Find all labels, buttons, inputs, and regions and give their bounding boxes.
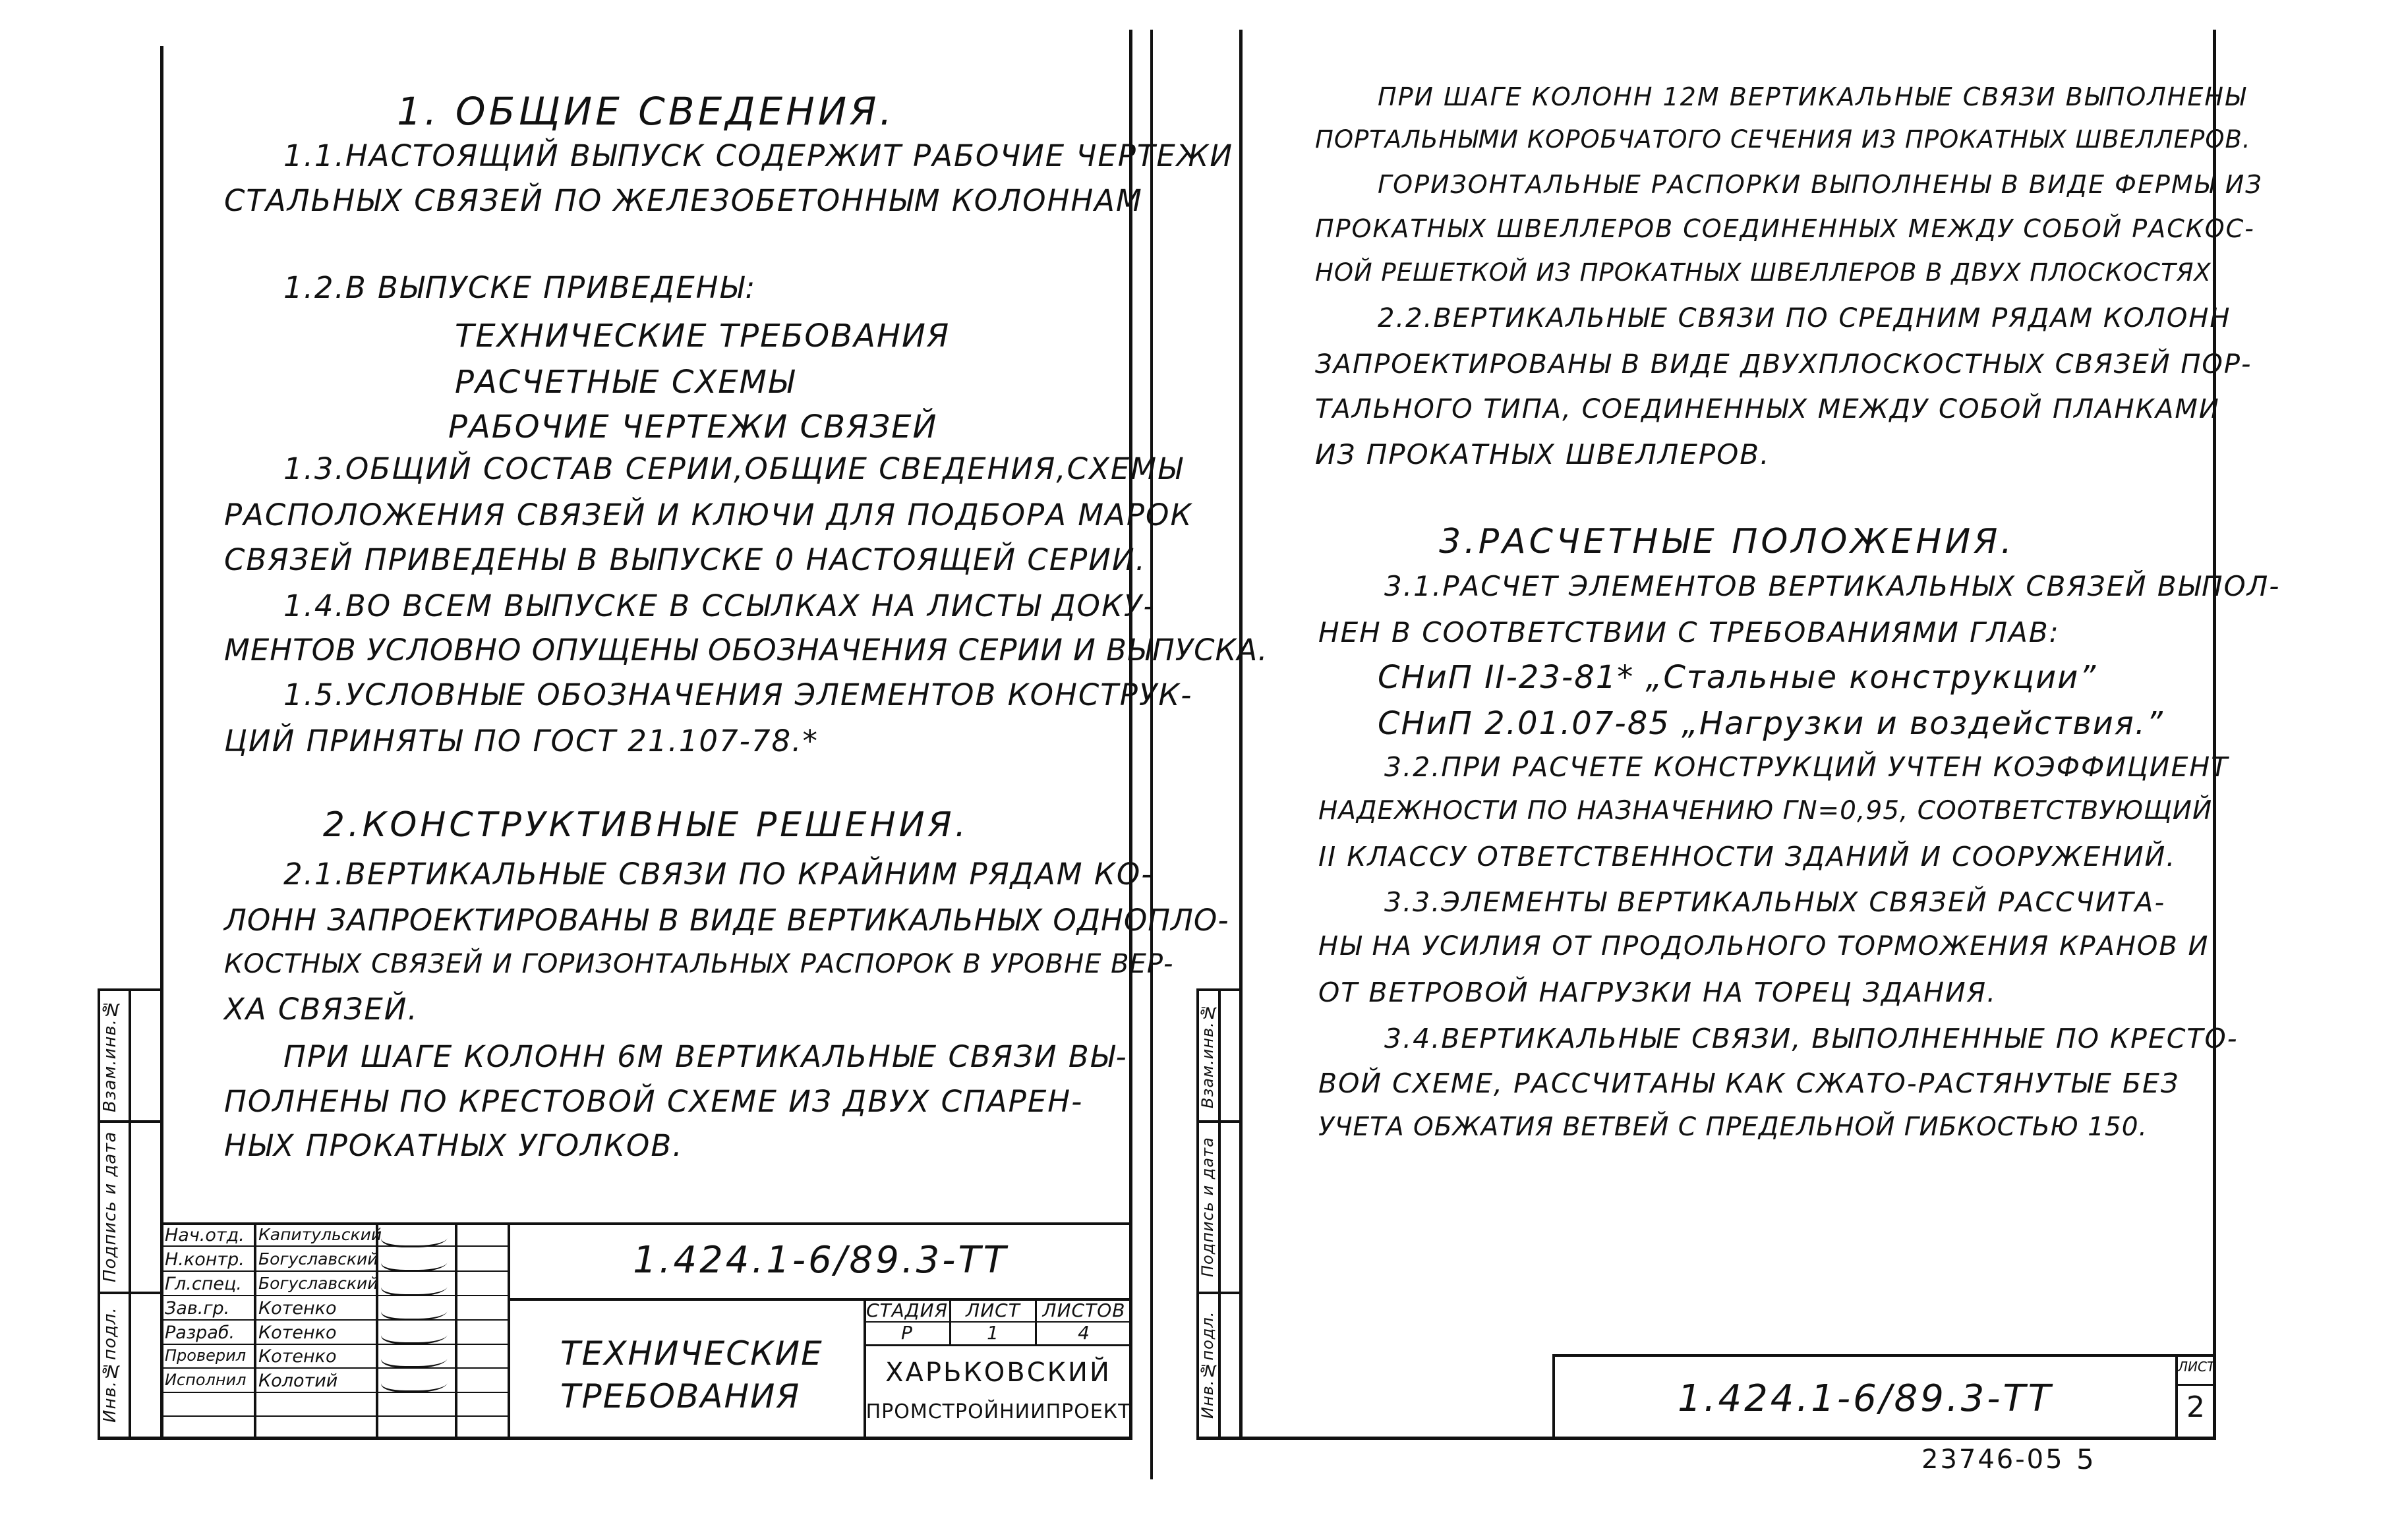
paragraph-2-1-line-1: 2.1.ВЕРТИКАЛЬНЫЕ СВЯЗИ ПО КРАЙНИМ РЯДАМ КО- [283, 857, 1154, 892]
paragraph-3-4-line-1: 3.4.ВЕРТИКАЛЬНЫЕ СВЯЗИ, ВЫПОЛНЕННЫЕ ПО КРЕСТО- [1384, 1023, 2239, 1054]
paragraph-2-2-line-1: 2.2.ВЕРТИКАЛЬНЫЕ СВЯЗИ ПО СРЕДНИМ РЯДАМ КОЛОНН [1378, 303, 2231, 333]
signature-2 [378, 1273, 453, 1296]
paragraph-6m-line-1: ПРИ ШАГЕ КОЛОНН 6М ВЕРТИКАЛЬНЫЕ СВЯЗИ ВЫ- [283, 1039, 1128, 1074]
name-0: Капитульский [258, 1225, 382, 1244]
paragraph-1-3-line-1: 1.3.ОБЩИЙ СОСТАВ СЕРИИ,ОБЩИЕ СВЕДЕНИЯ,СХЕМЫ [283, 451, 1183, 486]
name-5: Котенко [258, 1346, 337, 1367]
tb-col-3 [455, 1222, 457, 1438]
stage-value: Р [901, 1322, 913, 1344]
name-3: Котенко [258, 1298, 337, 1319]
signature-5 [378, 1345, 453, 1368]
organization-name-1: ХАРЬКОВСКИЙ [885, 1357, 1111, 1388]
paragraph-2-2-line-3: ТАЛЬНОГО ТИПА, СОЕДИНЕННЫХ МЕЖДУ СОБОЙ ПЛАНКАМИ [1315, 394, 2220, 424]
paragraph-12m-line-1: ПРИ ШАГЕ КОЛОНН 12М ВЕРТИКАЛЬНЫЕ СВЯЗИ ВЫПОЛНЕНЫ [1378, 82, 2247, 111]
signature-0 [378, 1224, 453, 1247]
paragraph-1-2: 1.2.В ВЫПУСКЕ ПРИВЕДЕНЫ: [283, 270, 757, 305]
role-0: Нач.отд. [165, 1225, 245, 1245]
signature-6 [378, 1369, 453, 1392]
right-side-stamp-sep-1 [1196, 1120, 1243, 1123]
paragraph-6m-line-3: НЫХ ПРОКАТНЫХ УГОЛКОВ. [224, 1128, 684, 1163]
page-number: 5 [2076, 1443, 2095, 1475]
paragraph-2-1-line-4: ХА СВЯЗЕЙ. [224, 992, 419, 1027]
paragraph-3-1-line-2: НЕН В СООТВЕТСТВИИ С ТРЕБОВАНИЯМИ ГЛАВ: [1318, 616, 2060, 648]
section-2-heading: 2.КОНСТРУКТИВНЫЕ РЕШЕНИЯ. [322, 805, 970, 845]
paragraph-gor-line-3: НОЙ РЕШЕТКОЙ ИЗ ПРОКАТНЫХ ШВЕЛЛЕРОВ В ДВУХ ПЛОСКОСТЯХ. [1315, 258, 2220, 287]
right-side-stamp-vzam: Взам.инв.№ [1198, 1002, 1217, 1108]
paragraph-2-2-line-2: ЗАПРОЕКТИРОВАНЫ В ВИДЕ ДВУХПЛОСКОСТНЫХ СВЯЗЕЙ ПОР- [1315, 349, 2252, 380]
paragraph-3-3-line-1: 3.3.ЭЛЕМЕНТЫ ВЕРТИКАЛЬНЫХ СВЯЗЕЙ РАССЧИТА- [1384, 886, 2166, 918]
name-1: Богуславский [258, 1249, 378, 1269]
side-stamp-inv-podl: Инв.№подл. [100, 1307, 120, 1423]
tb-col-1 [254, 1222, 256, 1438]
signature-1 [378, 1249, 453, 1272]
side-stamp-sep-2 [98, 1292, 163, 1294]
paragraph-2-1-line-2: ЛОНН ЗАПРОЕКТИРОВАНЫ В ВИДЕ ВЕРТИКАЛЬНЫХ ОДНОПЛО- [224, 903, 1229, 938]
paragraph-3-3-line-2: НЫ НА УСИЛИЯ ОТ ПРОДОЛЬНОГО ТОРМОЖЕНИЯ КРАНОВ И [1318, 931, 2210, 961]
paragraph-1-5-line-1: 1.5.УСЛОВНЫЕ ОБОЗНАЧЕНИЯ ЭЛЕМЕНТОВ КОНСТРУК- [283, 677, 1193, 712]
list-item-2: РАСЧЕТНЫЕ СХЕМЫ [455, 364, 796, 401]
paragraph-1-1-line-2: СТАЛЬНЫХ СВЯЗЕЙ ПО ЖЕЛЕЗОБЕТОННЫМ КОЛОННАМ [224, 183, 1143, 218]
paragraph-3-2-line-3: II КЛАССУ ОТВЕТСТВЕННОСТИ ЗДАНИЙ И СООРУЖЕНИЙ. [1318, 841, 2177, 872]
role-4: Разраб. [165, 1323, 235, 1343]
paragraph-3-4-line-2: ВОЙ СХЕМЕ, РАССЧИТАНЫ КАК СЖАТО-РАСТЯНУТЫЕ БЕЗ [1318, 1068, 2180, 1099]
side-stamp-sep-1 [98, 1120, 163, 1123]
paragraph-gor-line-1: ГОРИЗОНТАЛЬНЫЕ РАСПОРКИ ВЫПОЛНЕНЫ В ВИДЕ ФЕРМЫ ИЗ [1378, 170, 2263, 199]
document-code: 1.424.1-6/89.3-ТТ [633, 1239, 1009, 1282]
paragraph-3-2-line-2: НАДЕЖНОСТИ ПО НАЗНАЧЕНИЮ ΓN=0,95, СООТВЕТСТВУЮЩИЙ [1318, 796, 2213, 826]
document-title-line-2: ТРЕБОВАНИЯ [560, 1377, 801, 1415]
side-stamp-podpis: Подпись и дата [100, 1131, 120, 1283]
sheets-value: 4 [1078, 1322, 1090, 1344]
name-2: Богуславский [258, 1274, 378, 1293]
signature-3 [378, 1298, 453, 1321]
paragraph-3-2-line-1: 3.2.ПРИ РАСЧЕТЕ КОНСТРУКЦИЙ УЧТЕН КОЭФФИЦИЕНТ [1384, 751, 2229, 783]
archive-number: 23746-05 [1921, 1444, 2065, 1475]
tb-col-4 [508, 1222, 510, 1438]
list-item-1: ТЕХНИЧЕСКИЕ ТРЕБОВАНИЯ [455, 318, 951, 355]
role-5: Проверил [165, 1346, 247, 1365]
rtb-sheet-row [2175, 1384, 2216, 1386]
role-1: Н.контр. [165, 1249, 245, 1270]
role-6: Исполнил [165, 1371, 247, 1389]
list-item-3: РАБОЧИЕ ЧЕРТЕЖИ СВЯЗЕЙ [448, 409, 938, 445]
stage-label: СТАДИЯ [865, 1299, 949, 1321]
right-side-stamp-border-top [1196, 988, 1243, 991]
paragraph-3-4-line-3: УЧЕТА ОБЖАТИЯ ВЕТВЕЙ С ПРЕДЕЛЬНОЙ ГИБКОСТЬЮ 150. [1318, 1112, 2148, 1142]
snip-reference-2: СНиП 2.01.07-85 „Нагрузки и воздействия.” [1378, 705, 2164, 742]
paragraph-1-3-line-2: РАСПОЛОЖЕНИЯ СВЯЗЕЙ И КЛЮЧИ ДЛЯ ПОДБОРА МАРОК [224, 498, 1193, 532]
paragraph-2-2-line-4: ИЗ ПРОКАТНЫХ ШВЕЛЛЕРОВ. [1315, 438, 1771, 471]
document-title-line-1: ТЕХНИЧЕСКИЕ [560, 1334, 823, 1373]
paragraph-1-4-line-2: МЕНТОВ УСЛОВНО ОПУЩЕНЫ ОБОЗНАЧЕНИЯ СЕРИИ И ВЫПУСКА. [224, 633, 1268, 668]
right-frame-bottom [1196, 1437, 2216, 1440]
paragraph-1-4-line-1: 1.4.ВО ВСЕМ ВЫПУСКЕ В ССЫЛКАХ НА ЛИСТЫ ДОКУ- [283, 588, 1156, 623]
name-6: Колотий [258, 1371, 338, 1391]
right-side-stamp-border-mid [1218, 988, 1221, 1438]
side-stamp-border-mid [129, 988, 131, 1438]
right-side-stamp-inv-podl: Инв.№подл. [1198, 1311, 1217, 1419]
snip-reference-1: СНиП II-23-81* „Стальные конструкции” [1378, 659, 2097, 696]
paragraph-gor-line-2: ПРОКАТНЫХ ШВЕЛЛЕРОВ СОЕДИНЕННЫХ МЕЖДУ СОБОЙ РАСКОС- [1315, 214, 2255, 243]
sheet-value: 1 [987, 1322, 999, 1344]
organization-name-2: ПРОМСТРОЙНИИПРОЕКТ [865, 1400, 1131, 1423]
right-frame-left-border [1239, 30, 1243, 1440]
rtb-left [1552, 1354, 1555, 1440]
page-divider [1150, 30, 1153, 1479]
side-stamp-border-top [98, 988, 163, 991]
right-sheet-number: 2 [2186, 1390, 2206, 1424]
name-4: Котенко [258, 1323, 337, 1343]
rtb-top [1552, 1354, 2216, 1357]
right-document-code: 1.424.1-6/89.3-ТТ [1678, 1377, 2053, 1420]
paragraph-1-1-line-1: 1.1.НАСТОЯЩИЙ ВЫПУСК СОДЕРЖИТ РАБОЧИЕ ЧЕРТЕЖИ [283, 138, 1233, 173]
side-stamp-vzam: Взам.инв.№ [100, 998, 120, 1112]
paragraph-3-3-line-3: ОТ ВЕТРОВОЙ НАГРУЗКИ НА ТОРЕЦ ЗДАНИЯ. [1318, 977, 1997, 1008]
signature-4 [378, 1321, 453, 1344]
paragraph-6m-line-2: ПОЛНЕНЫ ПО КРЕСТОВОЙ СХЕМЕ ИЗ ДВУХ СПАРЕН- [224, 1084, 1084, 1119]
right-sheet-label: ЛИСТ [2178, 1359, 2215, 1375]
section-1-heading: 1. ОБЩИЕ СВЕДЕНИЯ. [397, 89, 895, 134]
sheets-label: ЛИСТОВ [1042, 1299, 1126, 1321]
right-side-stamp-sep-2 [1196, 1292, 1243, 1294]
tb-stage-row-2 [864, 1344, 1132, 1346]
right-side-stamp-podpis: Подпись и дата [1198, 1137, 1217, 1277]
sheet-label: ЛИСТ [966, 1299, 1020, 1321]
section-3-heading: 3.РАСЧЕТНЫЕ ПОЛОЖЕНИЯ. [1439, 522, 2015, 561]
left-frame-border [160, 46, 163, 1440]
left-frame-right-border [1129, 30, 1132, 1440]
paragraph-3-1-line-1: 3.1.РАСЧЕТ ЭЛЕМЕНТОВ ВЕРТИКАЛЬНЫХ СВЯЗЕЙ ВЫПОЛ- [1384, 570, 2281, 602]
paragraph-1-5-line-2: ЦИЙ ПРИНЯТЫ ПО ГОСТ 21.107-78.* [224, 724, 819, 758]
role-3: Зав.гр. [165, 1298, 230, 1319]
paragraph-12m-line-2: ПОРТАЛЬНЫМИ КОРОБЧАТОГО СЕЧЕНИЯ ИЗ ПРОКАТНЫХ ШВЕЛЛЕРОВ. [1315, 125, 2251, 154]
left-frame-bottom [98, 1437, 1132, 1440]
role-2: Гл.спец. [165, 1274, 242, 1294]
paragraph-1-3-line-3: СВЯЗЕЙ ПРИВЕДЕНЫ В ВЫПУСКЕ 0 НАСТОЯЩЕЙ СЕРИИ. [224, 542, 1146, 577]
paragraph-2-1-line-3: КОСТНЫХ СВЯЗЕЙ И ГОРИЗОНТАЛЬНЫХ РАСПОРОК В УРОВНЕ ВЕР- [224, 949, 1174, 979]
